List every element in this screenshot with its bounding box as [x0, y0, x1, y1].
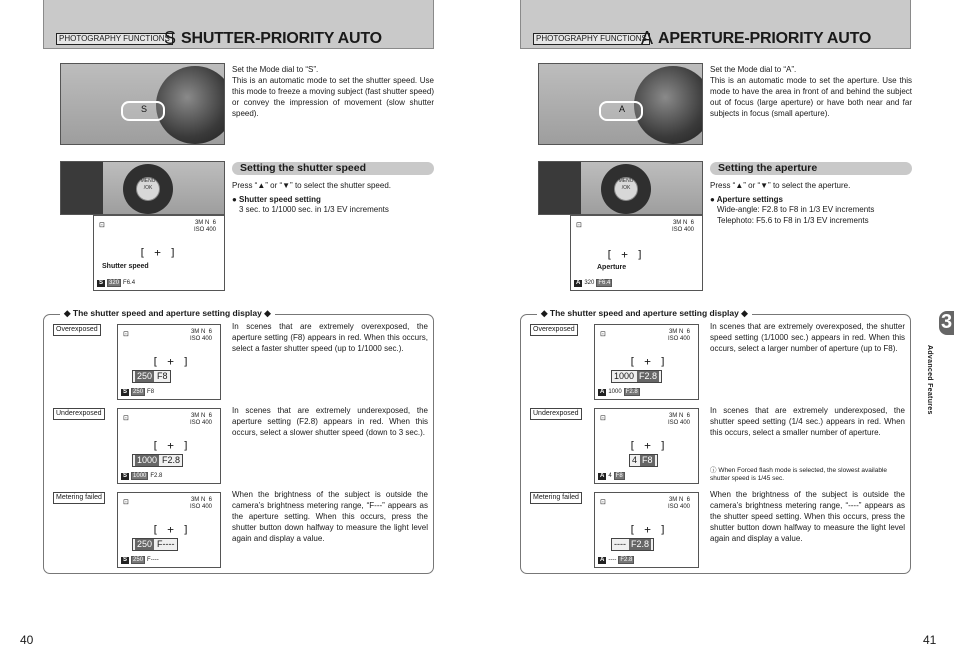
metering-failed-text: When the brightness of the subject is outside the camera’s brightness metering range, “----” appears as the shutter speed setting. When this occurs, press the shutter button down halfway to measure the light level again and display a value.	[710, 490, 905, 543]
press-text: Press “▲” or “▼” to select the aperture.	[710, 181, 851, 190]
menu-ok-button: MENU /OK	[614, 177, 638, 201]
display-title: ◆ The shutter speed and aperture setting display ◆	[60, 308, 275, 319]
right-header	[520, 0, 911, 49]
section-tag: PHOTOGRAPHY FUNCTIONS	[533, 33, 650, 45]
row-label-overexposed: Overexposed	[53, 324, 101, 336]
metering-failed-text: When the brightness of the subject is outside the camera’s brightness metering range, “F---” appears as the aperture setting. When this occurs, press the shutter button down halfway to measure the light level again and display a value.	[232, 490, 428, 543]
bullet-text-tele: Telephoto: F5.6 to F8 in 1/3 EV increments	[717, 216, 869, 225]
af-frame: [ + ]	[139, 246, 178, 259]
row-label-underexposed: Underexposed	[53, 408, 105, 420]
overexposed-text: In scenes that are extremely overexposed, the shutter speed setting (1/1000 sec.) appears in red. When this occurs, select a larger number of aperture (up to F8).	[710, 322, 905, 353]
intro-text: Set the Mode dial to “S”. This is an automatic mode to set the shutter speed. Use this mode to freeze a moving subject (fast shutter speed) or convey the impression of movement (slow shutter speed).	[232, 65, 434, 118]
control-pad-photo	[60, 161, 225, 215]
mode-dial-photo	[538, 63, 703, 145]
control-pad-photo	[538, 161, 703, 215]
underexposed-text: In scenes that are extremely underexposed, the shutter speed setting (1/4 sec.) appears in red. When this occurs, select a smaller number of aperture.	[710, 406, 905, 437]
info-icon: ⓘ	[710, 467, 719, 474]
page-number: 41	[923, 633, 937, 647]
flash-note: ⓘ When Forced flash mode is selected, the slowest available shutter speed is 1/45 sec.	[710, 467, 888, 482]
lcd-preview: ⊡ 3M N 6 ISO 400 [ + ] Shutter speed S 320 F6.4	[93, 215, 225, 291]
page-number: 40	[20, 633, 34, 647]
intro-text: Set the Mode dial to “A”. This is an automatic mode to set the aperture. Use this mode to have the area in front of and behind the subject out of focus (large aperture) or have both near and far subjects in focus (small aperture).	[710, 65, 912, 118]
bullet-title: ● Shutter speed setting	[232, 195, 321, 204]
press-text: Press “▲” or “▼” to select the shutter speed.	[232, 181, 392, 190]
dial-mode-mark: S	[141, 104, 148, 114]
overexposed-text: In scenes that are extremely overexposed, the aperture setting (F8) appears in red. When this occurs, select a faster shutter speed (up to 1/1000 sec.).	[232, 322, 428, 353]
left-header	[43, 0, 434, 49]
lcd-overexposed: ⊡ 3M N 6 ISO 400 [ + ] 1000 F2.8 A 1000 F2.8	[594, 324, 699, 400]
dial-mode-mark: A	[619, 104, 626, 114]
page-title: APERTURE-PRIORITY AUTO	[658, 30, 872, 47]
row-label-overexposed: Overexposed	[530, 324, 578, 336]
section-heading: Setting the aperture	[710, 162, 912, 175]
shutter-mode-icon: S	[164, 28, 177, 48]
section-heading: Setting the shutter speed	[232, 162, 434, 175]
chapter-number: 3	[941, 311, 953, 333]
row-label-underexposed: Underexposed	[530, 408, 582, 420]
display-title: ◆ The shutter speed and aperture setting display ◆	[537, 308, 752, 319]
underexposed-text: In scenes that are extremely underexposed, the aperture setting (F2.8) appears in red. When this occurs, select a slower shutter speed (down to 3 sec.).	[232, 406, 428, 437]
lcd-metering-failed: ⊡ 3M N 6 ISO 400 [ + ] ---- F2.8 A ---- F2.8	[594, 492, 699, 568]
lcd-metering-failed: ⊡ 3M N 6 ISO 400 [ + ] 250 F---- S 250 F----	[117, 492, 221, 568]
section-tag: PHOTOGRAPHY FUNCTIONS	[56, 33, 173, 45]
bullet-text: 3 sec. to 1/1000 sec. in 1/3 EV increments	[239, 205, 389, 214]
lcd-preview: ⊡ 3M N 6 ISO 400 [ + ] Aperture A 320 F6.4	[570, 215, 703, 291]
shutter-speed-label: Shutter speed	[102, 263, 149, 270]
row-label-metering-failed: Metering failed	[530, 492, 582, 504]
lcd-underexposed: ⊡ 3M N 6 ISO 400 [ + ] 1000 F2.8 S 1000 F2.8	[117, 408, 221, 484]
chapter-label: Advanced Features	[926, 345, 933, 415]
bullet-text-wide: Wide-angle: F2.8 to F8 in 1/3 EV increments	[717, 205, 875, 214]
right-page	[477, 0, 954, 667]
aperture-label: Aperture	[597, 264, 627, 271]
lcd-overexposed: ⊡ 3M N 6 ISO 400 [ + ] 250 F8 S 250 F8	[117, 324, 221, 400]
row-label-metering-failed: Metering failed	[53, 492, 105, 504]
page-title: SHUTTER-PRIORITY AUTO	[181, 30, 382, 47]
bullet-title: ● Aperture settings	[710, 195, 783, 204]
flash-icon: ⊡	[99, 222, 105, 229]
aperture-mode-icon: A	[641, 28, 654, 48]
mode-dial-photo	[60, 63, 225, 145]
menu-ok-button: MENU /OK	[136, 177, 160, 201]
lcd-underexposed: ⊡ 3M N 6 ISO 400 [ + ] 4 F8 A 4 F8	[594, 408, 699, 484]
